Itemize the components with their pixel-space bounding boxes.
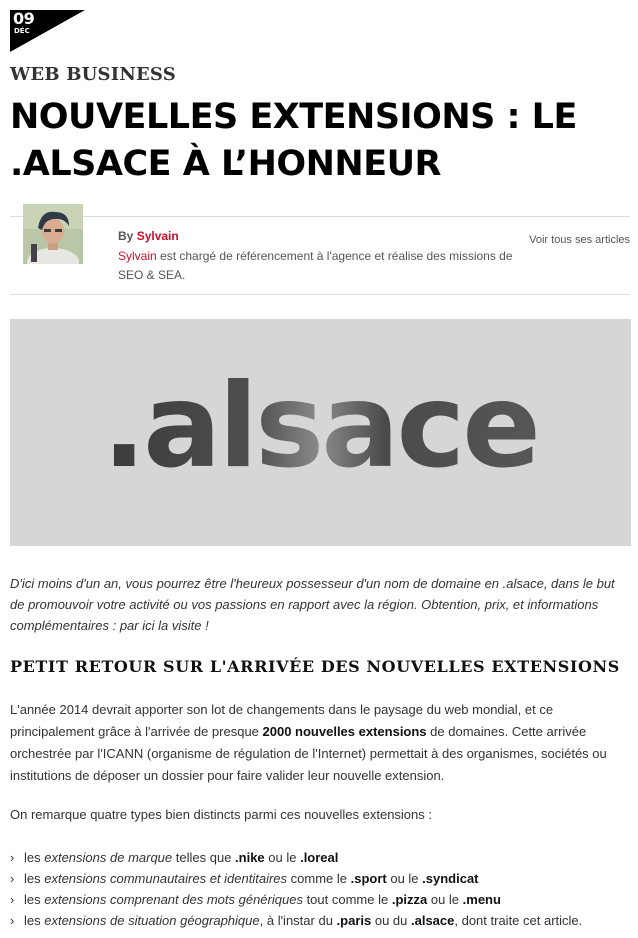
- p1-text-a: L'année 2014 devrait apporter son lot de changements dans le paysage du web mondial, et ce principalement grâce à l'arrivée de presque: [10, 702, 554, 739]
- extensions-list: [10, 848, 630, 932]
- author-name-link[interactable]: Sylvain: [136, 229, 179, 243]
- p1-bold: 2000 nouvelles extensions: [262, 724, 427, 739]
- chevron-right-icon: ›: [10, 913, 15, 928]
- list-item: › les extensions de situation géographique, à l'instar du .paris ou du .alsace, dont traite cet article.: [10, 911, 630, 932]
- author-bio: [118, 247, 518, 285]
- date-badge: [10, 10, 85, 52]
- chevron-right-icon: ›: [10, 892, 15, 907]
- list-item: › les extensions communautaires et identitaires comme le .sport ou le .syndicat: [10, 869, 630, 890]
- author-box: [10, 216, 630, 295]
- article-title: NOUVELLES EXTENSIONS : LE .ALSACE À L’HONNEUR: [10, 97, 577, 184]
- hero-image: [10, 319, 631, 546]
- by-label: By: [118, 229, 134, 243]
- section-title: PETIT RETOUR SUR L'ARRIVÉE DES NOUVELLES EXTENSIONS: [10, 657, 620, 676]
- date-month: DÉC: [14, 27, 30, 35]
- author-bio-text: est chargé de référencement à l'agence et réalise des missions de SEO & SEA.: [118, 249, 513, 282]
- chevron-right-icon: ›: [10, 871, 15, 886]
- author-avatar[interactable]: [23, 204, 83, 264]
- byline: [118, 229, 179, 243]
- author-bio-name-link[interactable]: Sylvain: [118, 249, 157, 263]
- hero-text: .alsace: [102, 359, 538, 494]
- date-day: 09: [13, 9, 35, 28]
- list-item: › les extensions comprenant des mots génériques tout comme le .pizza ou le .menu: [10, 890, 630, 911]
- paragraph-1: [10, 699, 630, 787]
- paragraph-2: On remarque quatre types bien distincts parmi ces nouvelles extensions :: [10, 807, 432, 822]
- see-all-articles-link[interactable]: Voir tous ses articles: [529, 234, 630, 246]
- list-item: › les extensions de marque telles que .nike ou le .loreal: [10, 848, 630, 869]
- intro-paragraph: D'ici moins d'un an, vous pourrez être l'heureux possesseur d'un nom de domaine en .alsace, dans le but de promouvoir votre activité ou vos passions en rapport avec la région. Obtention, prix, et informations complémentaires : par ici la visite !: [10, 576, 615, 633]
- chevron-right-icon: ›: [10, 850, 15, 865]
- p1-text-b: de domaines. Cette arrivée orchestrée par l'ICANN (organisme de régulation de l'Internet) permettait à des organismes, sociétés ou institutions de déposer un dossier pour faire valider leur nouvelle extension.: [10, 724, 607, 783]
- category-label[interactable]: WEB BUSINESS: [10, 64, 176, 85]
